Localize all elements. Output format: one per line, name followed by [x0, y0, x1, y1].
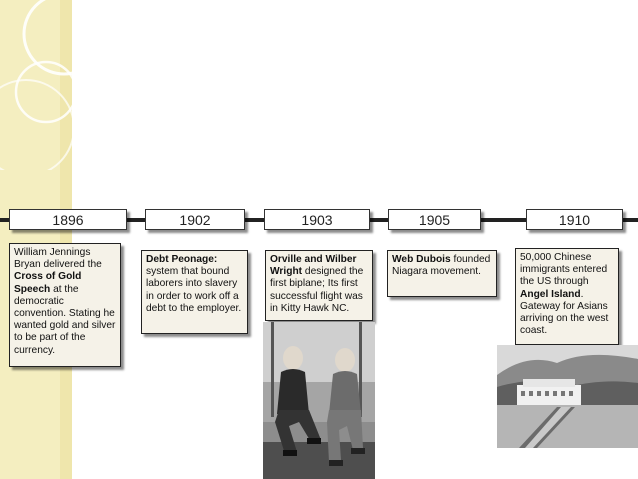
- card-highlight: Cross of Gold Speech: [14, 271, 82, 295]
- card-text: designed the first biplane; Its first successful flight was in Kitty Hawk NC.: [270, 266, 364, 314]
- angel-island-photo: [497, 345, 638, 448]
- year-1903: 1903: [264, 209, 370, 230]
- decorative-circles: [0, 0, 120, 170]
- year-1902: 1902: [145, 209, 245, 230]
- event-card-1905: [387, 250, 497, 297]
- event-card-1903: [265, 250, 373, 321]
- wright-brothers-photo: [263, 322, 375, 479]
- event-card-1902: [141, 250, 248, 334]
- card-text: system that bound laborers into slavery in order to work off a debt to the employer.: [146, 266, 242, 314]
- card-highlight: Orville and Wilber Wright: [270, 254, 357, 278]
- year-1905: 1905: [388, 209, 481, 230]
- card-text: 50,000 Chinese immigrants entered the US through: [520, 252, 608, 288]
- card-highlight: Angel Island: [520, 288, 581, 300]
- year-1910: 1910: [526, 209, 623, 230]
- card-text: founded Niagara movement.: [392, 254, 491, 278]
- event-card-1910: [515, 248, 619, 345]
- event-card-1896: [9, 243, 121, 367]
- card-highlight: Web Dubois: [392, 254, 451, 265]
- card-text: . Gateway for Asians arriving on the west coast.: [520, 288, 609, 337]
- card-highlight: Debt Peonage:: [146, 254, 218, 265]
- year-1896: 1896: [9, 209, 127, 230]
- card-text: at the democratic convention. Stating he wanted gold and silver to be part of the currency.: [14, 283, 116, 356]
- card-text: William Jennings Bryan delivered the: [14, 247, 102, 271]
